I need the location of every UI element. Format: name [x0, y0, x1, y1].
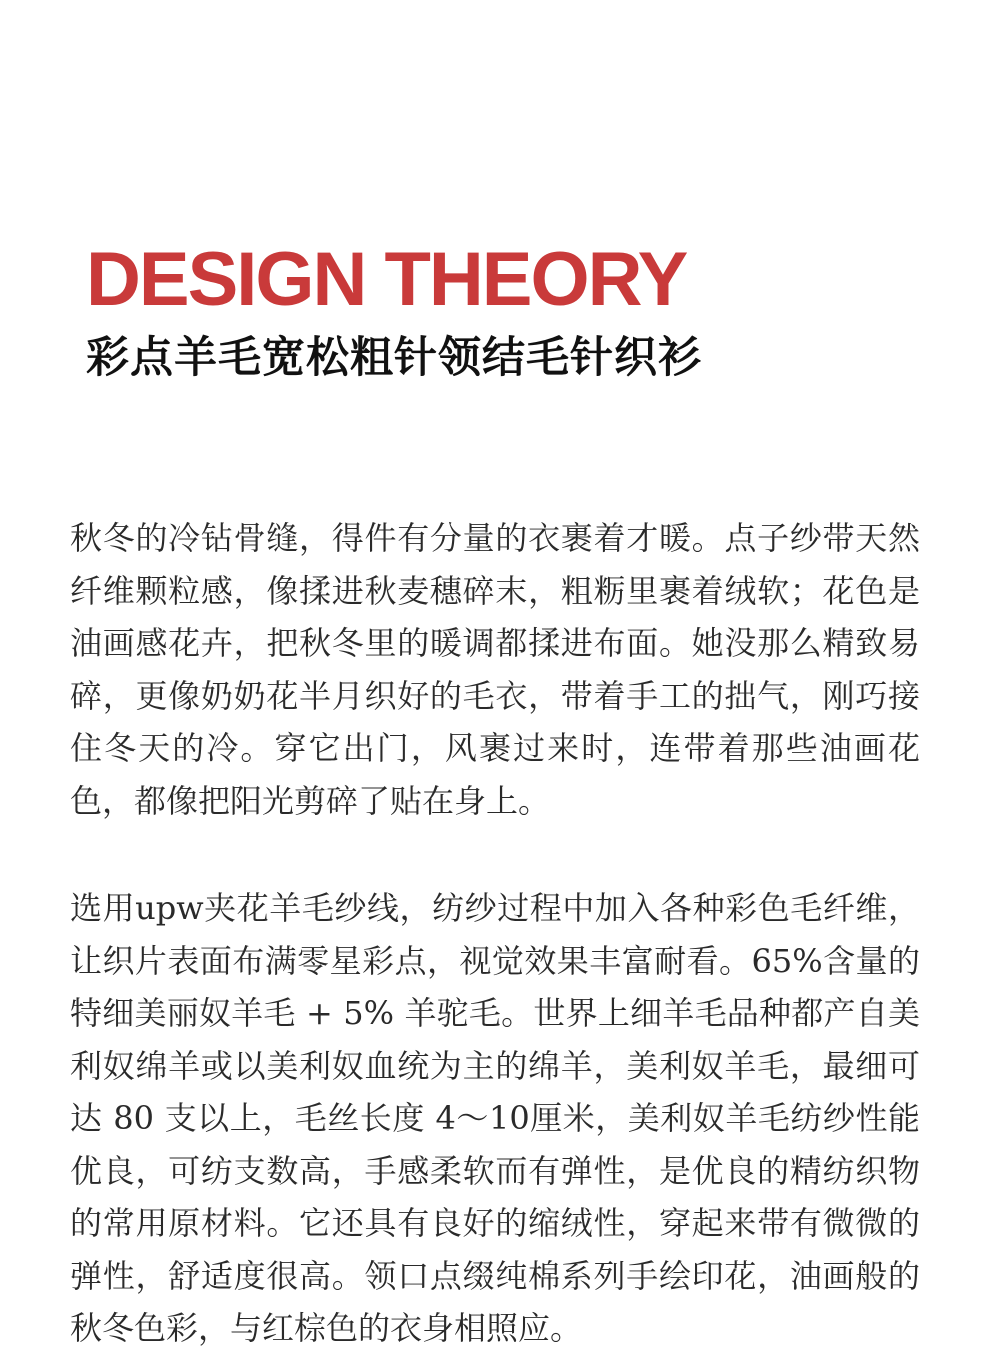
- heading-chinese-subtitle: 彩点羊毛宽松粗针领结毛针织衫: [86, 333, 702, 383]
- heading-english-title: DESIGN THEORY: [86, 237, 687, 322]
- body-paragraph-2: 选用upw夹花羊毛纱线，纺纱过程中加入各种彩色毛纤维，让织片表面布满零星彩点，视觉效果丰富耐看。65%含量的特细美丽奴羊毛 + 5% 羊驼毛。世界上细羊毛品种都产自美利奴绵羊或以美利奴血统为主的绵羊，美利奴羊毛，最细可达 80 支以上，毛丝长度 4～10厘米，美利奴羊毛纺纱性能优良，可纺支数高，手感柔软而有弹性，是优良的精纺织物的常用原材料。它还具有良好的缩绒性，穿起来带有微微的弹性，舒适度很高。领口点缀纯棉系列手绘印花，油画般的秋冬色彩，与红棕色的衣身相照应。: [70, 889, 920, 1347]
- body-paragraph-1: 秋冬的冷钻骨缝，得件有分量的衣裹着才暖。点子纱带天然纤维颗粒感，像揉进秋麦穗碎末，粗粝里裹着绒软；花色是油画感花卉，把秋冬里的暖调都揉进布面。她没那么精致易碎，更像奶奶花半月织好的毛衣，带着手工的拙气，刚巧接住冬天的冷。穿它出门，风裹过来时，连带着那些油画花色，都像把阳光剪碎了贴在身上。: [70, 519, 920, 820]
